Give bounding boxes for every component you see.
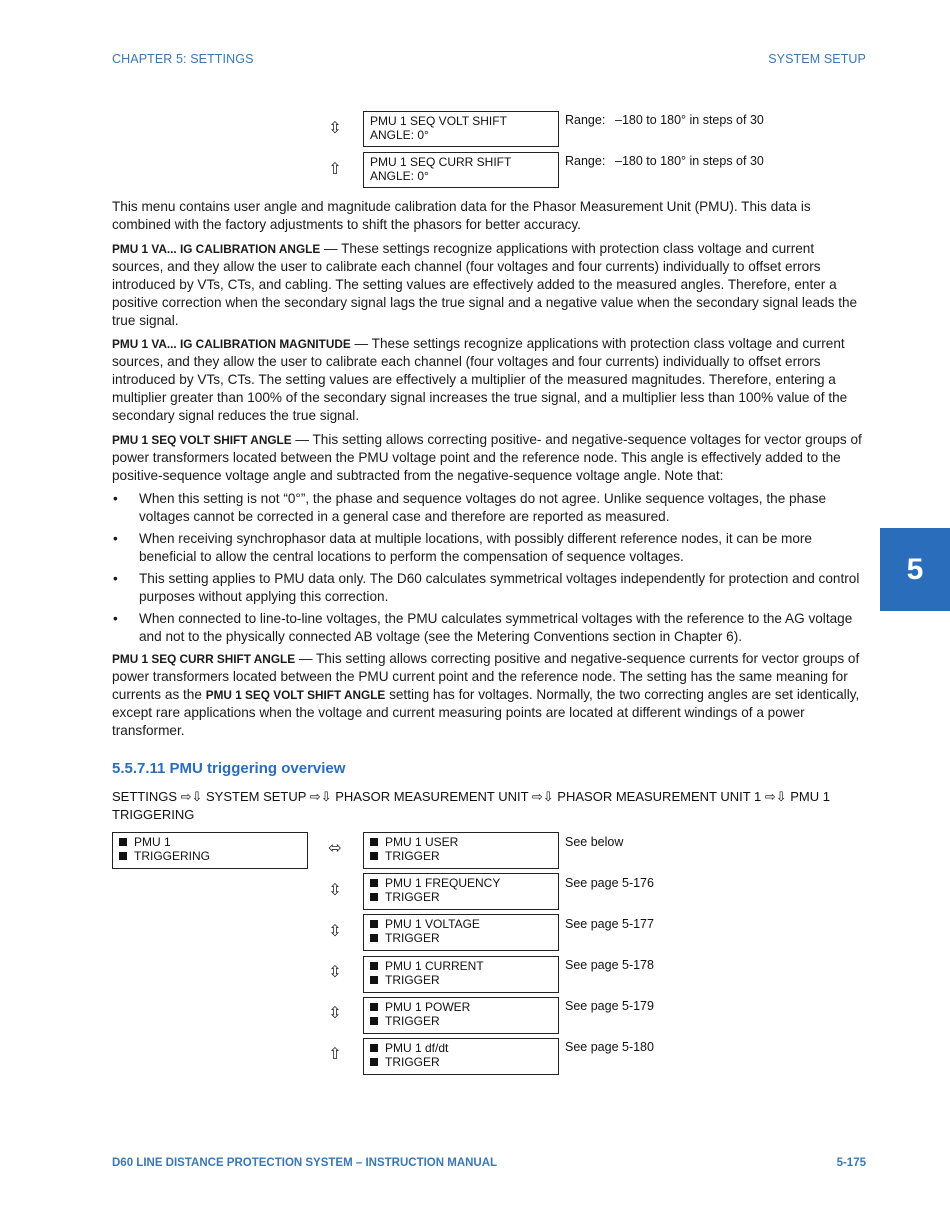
square-bullet-icon: [370, 920, 378, 928]
paragraph-text: — This setting allows correcting positive and negative-sequence currents for vector groups of power transformers located between the PMU current point and the reference node. The setting has the same meaning for currents as the: [112, 651, 860, 702]
square-bullet-icon: [370, 838, 378, 846]
setting-line: PMU 1 SEQ CURR SHIFT: [370, 155, 512, 169]
menu-line-text: TRIGGER: [385, 973, 440, 987]
menu-path: SETTINGS ⇨⇩ SYSTEM SETUP ⇨⇩ PHASOR MEASUREMENT UNIT ⇨⇩ PHASOR MEASUREMENT UNIT 1 ⇨⇩ PMU 1 TRIGGERING: [112, 789, 830, 822]
menu-line-text: PMU 1 CURRENT: [385, 959, 484, 973]
chapter-tab: 5: [880, 528, 950, 611]
bullet-item: [112, 490, 866, 526]
menu-box-dfdt-trigger[interactable]: [363, 1038, 559, 1075]
paragraph-curr-shift: [112, 650, 866, 740]
range-value: –180 to 180° in steps of 30: [615, 113, 764, 127]
bullet-icon: •: [113, 611, 118, 626]
menu-box-current-trigger[interactable]: [363, 956, 559, 993]
square-bullet-icon: [370, 893, 378, 901]
menu-box-pmu1-triggering[interactable]: [112, 832, 308, 869]
menu-line: [370, 1014, 552, 1028]
range-label: Range:: [565, 113, 606, 127]
paragraph-calibration-angle: [112, 240, 866, 330]
setting-box-seq-curr-shift[interactable]: [363, 152, 559, 188]
square-bullet-icon: [370, 934, 378, 942]
footer-manual-title: D60 LINE DISTANCE PROTECTION SYSTEM – INSTRUCTION MANUAL: [112, 1157, 498, 1169]
menu-line: [370, 1000, 552, 1014]
menu-line-text: PMU 1 VOLTAGE: [385, 917, 480, 931]
menu-line: [370, 917, 552, 931]
paragraph-calibration-magnitude: [112, 335, 866, 425]
running-header-chapter: CHAPTER 5: SETTINGS: [112, 52, 254, 66]
menu-line-text: TRIGGER: [385, 1014, 440, 1028]
square-bullet-icon: [370, 852, 378, 860]
bullet-item: [112, 530, 866, 566]
body-content: [112, 198, 866, 746]
left-right-arrow-icon: ⬄: [328, 840, 342, 857]
page-reference: See page 5-177: [565, 917, 654, 931]
menu-line-text: PMU 1 POWER: [385, 1000, 471, 1014]
bullet-icon: •: [113, 491, 118, 506]
setting-term: PMU 1 SEQ CURR SHIFT ANGLE: [112, 652, 296, 666]
menu-line: [370, 890, 552, 904]
setting-term: PMU 1 VA... IG CALIBRATION ANGLE: [112, 241, 321, 256]
menu-line: [119, 835, 301, 849]
square-bullet-icon: [119, 838, 127, 846]
paragraph-text: — These settings recognize applications with protection class voltage and current sources, and they allow the user to calibrate each channel (four voltages and four currents) individually to offset errors introduced by VTs, CTs, and cabling. The setting values are effectively added to the measured angles. Therefore, enter a positive correction when the secondary signal lags the true signal and a negative value when the secondary signal leads the true signal.: [112, 240, 858, 328]
up-arrow-icon: ⇧: [328, 1046, 342, 1063]
setting-value: ANGLE: 0°: [370, 128, 429, 142]
menu-line-text: TRIGGER: [385, 931, 440, 945]
range-label: Range:: [565, 154, 606, 168]
paragraph-text: — These settings recognize applications with protection class voltage and current sources, and they allow the user to calibrate each channel (four voltages and four currents) individually to offset errors introduced by VTs, CTs. The setting values are effectively a multiplier of the measured magnitudes. Therefore, entering a multiplier greater than 100% of the secondary signal increases the true signal, and a multiplier less than 100% value of the secondary signal reduces the true signal.: [112, 336, 848, 423]
menu-line-text: PMU 1 FREQUENCY: [385, 876, 501, 890]
page-reference: See page 5-178: [565, 958, 654, 972]
square-bullet-icon: [370, 1058, 378, 1066]
setting-term: PMU 1 VA... IG CALIBRATION MAGNITUDE: [112, 337, 351, 351]
intro-paragraph: This menu contains user angle and magnitude calibration data for the Phasor Measurement Unit (PMU). This data is combined with the factory adjustments to shift the phasors for better accuracy.: [112, 199, 811, 232]
menu-line-text: PMU 1 USER: [385, 835, 459, 849]
paragraph-text: — This setting allows correcting positive- and negative-sequence voltages for vector groups of power transformers located between the PMU voltage point and the reference node. This angle is effectively added to the positive-sequence voltage angle and subtracted from the negative-sequence voltage angle. Note that:: [112, 431, 862, 483]
bullet-item: [112, 610, 866, 646]
menu-line-text: TRIGGERING: [134, 849, 211, 863]
square-bullet-icon: [370, 1003, 378, 1011]
page-reference: See below: [565, 835, 624, 849]
square-bullet-icon: [370, 962, 378, 970]
up-down-arrow-icon: ⇳: [328, 882, 342, 899]
bullet-list: [112, 490, 866, 646]
menu-line: [370, 1055, 552, 1069]
square-bullet-icon: [370, 1017, 378, 1025]
bullet-text: This setting applies to PMU data only. The D60 calculates symmetrical voltages independently for protection and control purposes without applying this correction.: [139, 571, 860, 604]
bullet-text: When this setting is not “0°”, the phase and sequence voltages do not agree. Unlike sequence voltages, the phase voltages cannot be corrected in a general case and therefore are reported as measured.: [139, 491, 827, 524]
page-reference: See page 5-180: [565, 1040, 654, 1054]
range-note: [565, 154, 764, 168]
bullet-icon: •: [113, 531, 118, 546]
setting-term-inline: PMU 1 SEQ VOLT SHIFT ANGLE: [205, 688, 386, 702]
square-bullet-icon: [370, 976, 378, 984]
section-heading: 5.5.7.11 PMU triggering overview: [112, 760, 346, 777]
bullet-icon: •: [113, 571, 118, 586]
menu-line: [370, 876, 552, 890]
page-reference: See page 5-179: [565, 999, 654, 1013]
paragraph-volt-shift: [112, 431, 866, 485]
footer-page-number: 5-175: [836, 1157, 866, 1169]
setting-box-seq-volt-shift[interactable]: [363, 111, 559, 147]
menu-line-text: TRIGGER: [385, 849, 440, 863]
range-value: –180 to 180° in steps of 30: [615, 154, 764, 168]
menu-line: [370, 849, 552, 863]
square-bullet-icon: [119, 852, 127, 860]
square-bullet-icon: [370, 879, 378, 887]
menu-box-power-trigger[interactable]: [363, 997, 559, 1034]
menu-line-text: TRIGGER: [385, 1055, 440, 1069]
bullet-item: [112, 570, 866, 606]
setting-value: ANGLE: 0°: [370, 169, 429, 183]
menu-line-text: PMU 1: [134, 835, 171, 849]
menu-line-text: TRIGGER: [385, 890, 440, 904]
menu-box-user-trigger[interactable]: [363, 832, 559, 869]
up-down-arrow-icon: ⇳: [328, 1005, 342, 1022]
up-down-arrow-icon: ⇳: [328, 923, 342, 940]
menu-line: [370, 973, 552, 987]
menu-line: [119, 849, 301, 863]
menu-line: [370, 1041, 552, 1055]
menu-line: [370, 959, 552, 973]
square-bullet-icon: [370, 1044, 378, 1052]
up-arrow-icon: ⇧: [328, 161, 342, 178]
bullet-text: When receiving synchrophasor data at multiple locations, with possibly different reference nodes, it can be more beneficial to allow the central locations to perform the compensation of sequence voltages.: [139, 531, 812, 564]
range-note: [565, 113, 764, 127]
paragraph-text: setting has for voltages. Normally, the two correcting angles are set identically, except rare applications when the voltage and current measuring points are located at different windings of a power transformer.: [112, 687, 860, 738]
menu-box-voltage-trigger[interactable]: [363, 914, 559, 951]
bullet-text: When connected to line-to-line voltages, the PMU calculates symmetrical voltages with the reference to the AG voltage and not to the physically connected AB voltage (see the Metering Conventions section in Chapter 6).: [139, 611, 853, 644]
menu-line: [370, 931, 552, 945]
page-reference: See page 5-176: [565, 876, 654, 890]
setting-term: PMU 1 SEQ VOLT SHIFT ANGLE: [112, 432, 292, 447]
setting-line: PMU 1 SEQ VOLT SHIFT: [370, 114, 507, 128]
menu-line: [370, 835, 552, 849]
menu-box-frequency-trigger[interactable]: [363, 873, 559, 910]
menu-line-text: PMU 1 df/dt: [385, 1041, 449, 1055]
running-header-section: SYSTEM SETUP: [768, 52, 866, 66]
up-down-arrow-icon: ⇳: [328, 964, 342, 981]
up-down-arrow-icon: ⇳: [328, 120, 342, 137]
